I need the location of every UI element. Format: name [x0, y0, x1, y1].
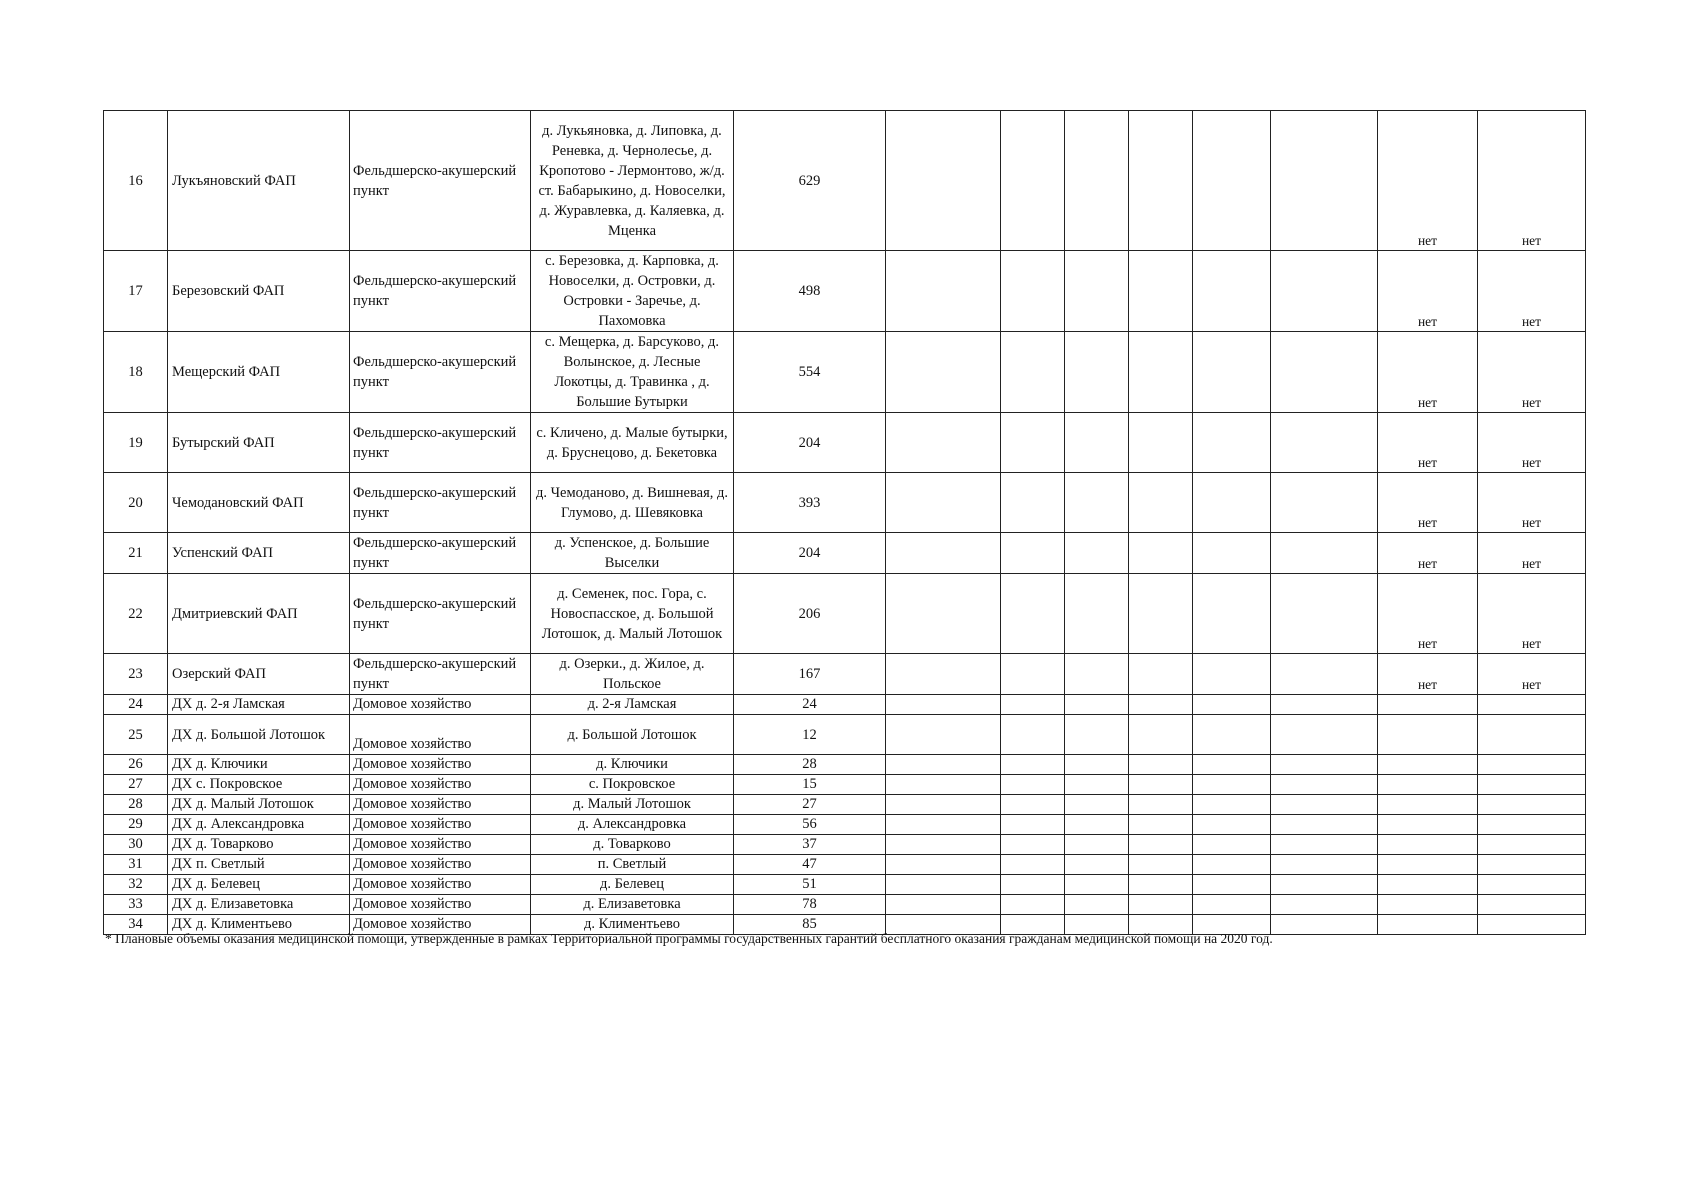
col10-value [1378, 795, 1478, 815]
served-settlements: д. Большой Лотошок [531, 715, 734, 755]
facility-name: ДХ д. Большой Лотошок [168, 715, 350, 755]
col11-value: нет [1478, 251, 1586, 332]
facility-type: Фельдшерско-акушерский пункт [350, 473, 531, 533]
empty-cell [1001, 574, 1065, 654]
empty-cell [1193, 473, 1271, 533]
table-row [104, 413, 1586, 473]
empty-cell [1065, 111, 1129, 251]
table-row [104, 574, 1586, 654]
facility-name: Успенский ФАП [168, 533, 350, 574]
empty-cell [1065, 332, 1129, 413]
empty-cell [886, 574, 1001, 654]
col11-value [1478, 755, 1586, 775]
facility-name: ДХ с. Покровское [168, 775, 350, 795]
table-row [104, 654, 1586, 695]
population: 78 [734, 895, 886, 915]
empty-cell [1001, 533, 1065, 574]
population: 206 [734, 574, 886, 654]
empty-cell [1065, 875, 1129, 895]
population: 15 [734, 775, 886, 795]
empty-cell [1193, 332, 1271, 413]
facility-type: Фельдшерско-акушерский пункт [350, 251, 531, 332]
empty-cell [1001, 815, 1065, 835]
col11-value: нет [1478, 654, 1586, 695]
empty-cell [1193, 815, 1271, 835]
empty-cell [1065, 574, 1129, 654]
empty-cell [1193, 755, 1271, 775]
served-settlements: д. Лукьяновка, д. Липовка, д. Реневка, д. Чернолесье, д. Кропотово - Лермонтово, ж/д. ст. Бабарыкино, д. Новоселки, д. Журавлевка, д. Каляевка, д. Мценка [531, 111, 734, 251]
col11-value [1478, 795, 1586, 815]
facility-type: Домовое хозяйство [350, 835, 531, 855]
table-row [104, 251, 1586, 332]
table-row [104, 533, 1586, 574]
table-row [104, 111, 1586, 251]
facilities-table [103, 110, 1586, 935]
empty-cell [1271, 533, 1378, 574]
empty-cell [1193, 895, 1271, 915]
facility-type: Домовое хозяйство [350, 795, 531, 815]
facility-type: Домовое хозяйство [350, 695, 531, 715]
empty-cell [1129, 875, 1193, 895]
col10-value: нет [1378, 251, 1478, 332]
served-settlements: д. Чемоданово, д. Вишневая, д. Глумово, д. Шевяковка [531, 473, 734, 533]
empty-cell [1271, 775, 1378, 795]
empty-cell [1193, 111, 1271, 251]
col10-value: нет [1378, 111, 1478, 251]
table-row [104, 815, 1586, 835]
empty-cell [1001, 654, 1065, 695]
empty-cell [886, 332, 1001, 413]
facility-name: Озерский ФАП [168, 654, 350, 695]
empty-cell [1129, 413, 1193, 473]
col10-value: нет [1378, 332, 1478, 413]
empty-cell [1001, 855, 1065, 875]
empty-cell [1193, 533, 1271, 574]
empty-cell [1001, 473, 1065, 533]
col11-value [1478, 775, 1586, 795]
population: 56 [734, 815, 886, 835]
empty-cell [1001, 835, 1065, 855]
population: 204 [734, 533, 886, 574]
row-number: 23 [104, 654, 168, 695]
row-number: 24 [104, 695, 168, 715]
facility-type: Фельдшерско-акушерский пункт [350, 654, 531, 695]
empty-cell [1129, 775, 1193, 795]
empty-cell [1271, 473, 1378, 533]
empty-cell [1271, 835, 1378, 855]
served-settlements: д. 2-я Ламская [531, 695, 734, 715]
empty-cell [1065, 895, 1129, 915]
empty-cell [1001, 895, 1065, 915]
empty-cell [886, 654, 1001, 695]
col11-value [1478, 695, 1586, 715]
facility-type: Домовое хозяйство [350, 915, 531, 935]
row-number: 26 [104, 755, 168, 775]
col11-value [1478, 875, 1586, 895]
row-number: 29 [104, 815, 168, 835]
col11-value [1478, 855, 1586, 875]
empty-cell [1001, 332, 1065, 413]
empty-cell [1271, 695, 1378, 715]
empty-cell [1129, 815, 1193, 835]
served-settlements: д. Успенское, д. Большие Выселки [531, 533, 734, 574]
empty-cell [1271, 815, 1378, 835]
served-settlements: с. Мещерка, д. Барсуково, д. Волынское, д. Лесные Локотцы, д. Травинка , д. Большие Бутырки [531, 332, 734, 413]
population: 51 [734, 875, 886, 895]
empty-cell [1065, 715, 1129, 755]
facility-name: ДХ п. Светлый [168, 855, 350, 875]
served-settlements: д. Ключики [531, 755, 734, 775]
empty-cell [1271, 795, 1378, 815]
col10-value [1378, 695, 1478, 715]
row-number: 20 [104, 473, 168, 533]
empty-cell [886, 755, 1001, 775]
facility-name: Дмитриевский ФАП [168, 574, 350, 654]
served-settlements: с. Кличено, д. Малые бутырки, д. Бруснецово, д. Бекетовка [531, 413, 734, 473]
empty-cell [1065, 654, 1129, 695]
served-settlements: д. Климентьево [531, 915, 734, 935]
facility-name: ДХ д. 2-я Ламская [168, 695, 350, 715]
col10-value [1378, 875, 1478, 895]
facility-name: Березовский ФАП [168, 251, 350, 332]
facility-type: Домовое хозяйство [350, 855, 531, 875]
empty-cell [1129, 835, 1193, 855]
population: 27 [734, 795, 886, 815]
empty-cell [886, 775, 1001, 795]
row-number: 25 [104, 715, 168, 755]
empty-cell [1271, 111, 1378, 251]
table-row [104, 715, 1586, 755]
facility-type: Домовое хозяйство [350, 715, 531, 755]
col11-value [1478, 835, 1586, 855]
empty-cell [1065, 775, 1129, 795]
served-settlements: с. Покровское [531, 775, 734, 795]
served-settlements: с. Березовка, д. Карповка, д. Новоселки, д. Островки, д. Островки - Заречье, д. Пахомовка [531, 251, 734, 332]
population: 393 [734, 473, 886, 533]
col11-value: нет [1478, 111, 1586, 251]
empty-cell [1001, 251, 1065, 332]
empty-cell [1271, 855, 1378, 875]
empty-cell [1129, 574, 1193, 654]
row-number: 18 [104, 332, 168, 413]
empty-cell [1193, 251, 1271, 332]
empty-cell [1129, 715, 1193, 755]
facility-type: Фельдшерско-акушерский пункт [350, 413, 531, 473]
col11-value: нет [1478, 332, 1586, 413]
empty-cell [886, 715, 1001, 755]
empty-cell [1193, 835, 1271, 855]
row-number: 30 [104, 835, 168, 855]
table-row [104, 895, 1586, 915]
col10-value: нет [1378, 473, 1478, 533]
empty-cell [1065, 695, 1129, 715]
empty-cell [886, 251, 1001, 332]
served-settlements: д. Елизаветовка [531, 895, 734, 915]
row-number: 34 [104, 915, 168, 935]
table-row [104, 755, 1586, 775]
empty-cell [1065, 755, 1129, 775]
facility-name: ДХ д. Товарково [168, 835, 350, 855]
empty-cell [1129, 533, 1193, 574]
empty-cell [1129, 895, 1193, 915]
col11-value: нет [1478, 413, 1586, 473]
facility-name: ДХ д. Александровка [168, 815, 350, 835]
population: 204 [734, 413, 886, 473]
population: 37 [734, 835, 886, 855]
empty-cell [1129, 695, 1193, 715]
empty-cell [1065, 473, 1129, 533]
row-number: 32 [104, 875, 168, 895]
row-number: 31 [104, 855, 168, 875]
table-row [104, 695, 1586, 715]
table-row [104, 855, 1586, 875]
col10-value [1378, 895, 1478, 915]
col11-value: нет [1478, 533, 1586, 574]
col10-value [1378, 835, 1478, 855]
table-row [104, 835, 1586, 855]
empty-cell [1271, 895, 1378, 915]
col10-value [1378, 915, 1478, 935]
population: 167 [734, 654, 886, 695]
population: 12 [734, 715, 886, 755]
served-settlements: д. Семенек, пос. Гора, с. Новоспасское, д. Большой Лотошок, д. Малый Лотошок [531, 574, 734, 654]
served-settlements: д. Товарково [531, 835, 734, 855]
empty-cell [886, 413, 1001, 473]
col10-value [1378, 775, 1478, 795]
empty-cell [1129, 855, 1193, 875]
empty-cell [1271, 715, 1378, 755]
population: 554 [734, 332, 886, 413]
empty-cell [1193, 715, 1271, 755]
population: 28 [734, 755, 886, 775]
facility-type: Фельдшерско-акушерский пункт [350, 533, 531, 574]
empty-cell [1193, 695, 1271, 715]
row-number: 17 [104, 251, 168, 332]
facility-type: Фельдшерско-акушерский пункт [350, 111, 531, 251]
facility-name: Лукъяновский ФАП [168, 111, 350, 251]
empty-cell [1193, 413, 1271, 473]
empty-cell [1271, 654, 1378, 695]
facility-type: Фельдшерско-акушерский пункт [350, 332, 531, 413]
population: 24 [734, 695, 886, 715]
footnote: * Плановые объемы оказания медицинской помощи, утвержденные в рамках Территориальной программы государственных гарантий бесплатного оказания гражданам медицинской помощи на 2020 год. [105, 931, 1273, 946]
empty-cell [1065, 815, 1129, 835]
empty-cell [1001, 695, 1065, 715]
empty-cell [886, 855, 1001, 875]
col11-value: нет [1478, 473, 1586, 533]
empty-cell [1193, 875, 1271, 895]
empty-cell [1001, 875, 1065, 895]
row-number: 19 [104, 413, 168, 473]
facility-name: ДХ д. Елизаветовка [168, 895, 350, 915]
row-number: 16 [104, 111, 168, 251]
empty-cell [1271, 413, 1378, 473]
facility-type: Фельдшерско-акушерский пункт [350, 574, 531, 654]
served-settlements: д. Александровка [531, 815, 734, 835]
population: 47 [734, 855, 886, 875]
empty-cell [1193, 574, 1271, 654]
table-row [104, 775, 1586, 795]
empty-cell [1129, 795, 1193, 815]
empty-cell [1001, 413, 1065, 473]
empty-cell [886, 795, 1001, 815]
empty-cell [1065, 835, 1129, 855]
col10-value: нет [1378, 654, 1478, 695]
served-settlements: д. Малый Лотошок [531, 795, 734, 815]
empty-cell [1129, 755, 1193, 775]
empty-cell [1193, 855, 1271, 875]
facility-name: ДХ д. Климентьево [168, 915, 350, 935]
table-row [104, 332, 1586, 413]
col11-value [1478, 815, 1586, 835]
empty-cell [1271, 332, 1378, 413]
empty-cell [1001, 755, 1065, 775]
col10-value [1378, 755, 1478, 775]
served-settlements: п. Светлый [531, 855, 734, 875]
empty-cell [886, 111, 1001, 251]
row-number: 33 [104, 895, 168, 915]
empty-cell [1193, 775, 1271, 795]
facility-type: Домовое хозяйство [350, 755, 531, 775]
facility-type: Домовое хозяйство [350, 875, 531, 895]
empty-cell [1001, 715, 1065, 755]
served-settlements: д. Белевец [531, 875, 734, 895]
facility-name: Чемодановский ФАП [168, 473, 350, 533]
empty-cell [1129, 654, 1193, 695]
empty-cell [1065, 533, 1129, 574]
col11-value [1478, 915, 1586, 935]
empty-cell [1193, 795, 1271, 815]
empty-cell [1193, 654, 1271, 695]
empty-cell [1271, 574, 1378, 654]
empty-cell [1065, 795, 1129, 815]
population: 498 [734, 251, 886, 332]
facility-name: ДХ д. Белевец [168, 875, 350, 895]
population: 629 [734, 111, 886, 251]
facility-type: Домовое хозяйство [350, 815, 531, 835]
empty-cell [1001, 775, 1065, 795]
empty-cell [1065, 251, 1129, 332]
col11-value [1478, 895, 1586, 915]
row-number: 28 [104, 795, 168, 815]
empty-cell [1065, 855, 1129, 875]
row-number: 22 [104, 574, 168, 654]
empty-cell [886, 875, 1001, 895]
facility-name: ДХ д. Ключики [168, 755, 350, 775]
col10-value [1378, 715, 1478, 755]
empty-cell [886, 473, 1001, 533]
row-number: 21 [104, 533, 168, 574]
empty-cell [886, 695, 1001, 715]
col10-value [1378, 815, 1478, 835]
table-row [104, 875, 1586, 895]
empty-cell [886, 895, 1001, 915]
col10-value: нет [1378, 574, 1478, 654]
empty-cell [1001, 111, 1065, 251]
empty-cell [886, 835, 1001, 855]
empty-cell [1001, 795, 1065, 815]
population: 85 [734, 915, 886, 935]
row-number: 27 [104, 775, 168, 795]
col11-value [1478, 715, 1586, 755]
empty-cell [886, 533, 1001, 574]
facility-type: Домовое хозяйство [350, 895, 531, 915]
empty-cell [1129, 473, 1193, 533]
facility-name: Бутырский ФАП [168, 413, 350, 473]
table-body [104, 111, 1586, 935]
empty-cell [1065, 413, 1129, 473]
empty-cell [1271, 875, 1378, 895]
empty-cell [1271, 251, 1378, 332]
facility-name: Мещерский ФАП [168, 332, 350, 413]
empty-cell [1129, 251, 1193, 332]
facility-name: ДХ д. Малый Лотошок [168, 795, 350, 815]
table-row [104, 473, 1586, 533]
col11-value: нет [1478, 574, 1586, 654]
table-row [104, 795, 1586, 815]
empty-cell [1271, 755, 1378, 775]
col10-value [1378, 855, 1478, 875]
col10-value: нет [1378, 413, 1478, 473]
empty-cell [1129, 111, 1193, 251]
empty-cell [886, 815, 1001, 835]
col10-value: нет [1378, 533, 1478, 574]
empty-cell [1271, 915, 1378, 935]
served-settlements: д. Озерки., д. Жилое, д. Польское [531, 654, 734, 695]
facility-type: Домовое хозяйство [350, 775, 531, 795]
empty-cell [1129, 332, 1193, 413]
